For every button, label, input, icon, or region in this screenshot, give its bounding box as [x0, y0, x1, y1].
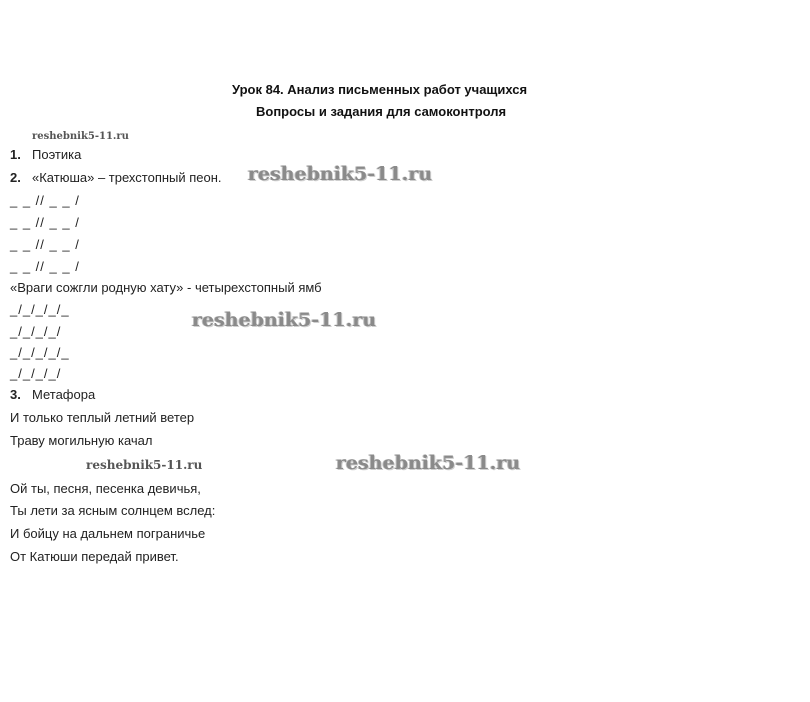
- watermark: reshebnik5-11.ru: [192, 309, 377, 331]
- meter-scheme-line: _ _ // _ _ /: [10, 193, 80, 208]
- poem-line: Ой ты, песня, песенка девичья,: [10, 481, 201, 496]
- list-item-text: Поэтика: [32, 147, 82, 162]
- meter-scheme-line: _/_/_/_/_: [10, 345, 70, 360]
- list-item-number: 2.: [10, 170, 21, 185]
- meter-scheme-line: _ _ // _ _ /: [10, 237, 80, 252]
- poem-line: От Катюши передай привет.: [10, 549, 179, 564]
- poem-line: Траву могильную качал: [10, 433, 153, 448]
- list-item-1: [10, 147, 81, 162]
- watermark: reshebnik5-11.ru: [336, 452, 521, 474]
- list-item-2: [10, 170, 222, 185]
- meter-scheme-line: _/_/_/_/_: [10, 302, 70, 317]
- watermark: reshebnik5-11.ru: [248, 163, 433, 185]
- meter-scheme-line: _/_/_/_/: [10, 324, 62, 339]
- poem-line: Ты лети за ясным солнцем вслед:: [10, 503, 216, 518]
- watermark: reshebnik5-11.ru: [86, 458, 203, 472]
- list-item-text: Метафора: [32, 387, 96, 402]
- list-item-number: 3.: [10, 387, 21, 402]
- lesson-title: Урок 84. Анализ письменных работ учащихся: [232, 82, 528, 97]
- meter-scheme-line: _ _ // _ _ /: [10, 215, 80, 230]
- watermark: reshebnik5-11.ru: [32, 131, 129, 142]
- poem-line: И бойцу на дальнем пограничье: [10, 526, 206, 541]
- list-item-number: 1.: [10, 147, 21, 162]
- poem-line: И только теплый летний ветер: [10, 410, 195, 425]
- meter-scheme-line: _/_/_/_/: [10, 366, 62, 381]
- iamb-intro: «Враги сожгли родную хату» - четырехстопный ямб: [10, 280, 322, 295]
- list-item-3: [10, 387, 95, 402]
- list-item-text: «Катюша» – трехстопный пеон.: [32, 170, 222, 185]
- meter-scheme-line: _ _ // _ _ /: [10, 259, 80, 274]
- section-subtitle: Вопросы и задания для самоконтроля: [256, 104, 507, 119]
